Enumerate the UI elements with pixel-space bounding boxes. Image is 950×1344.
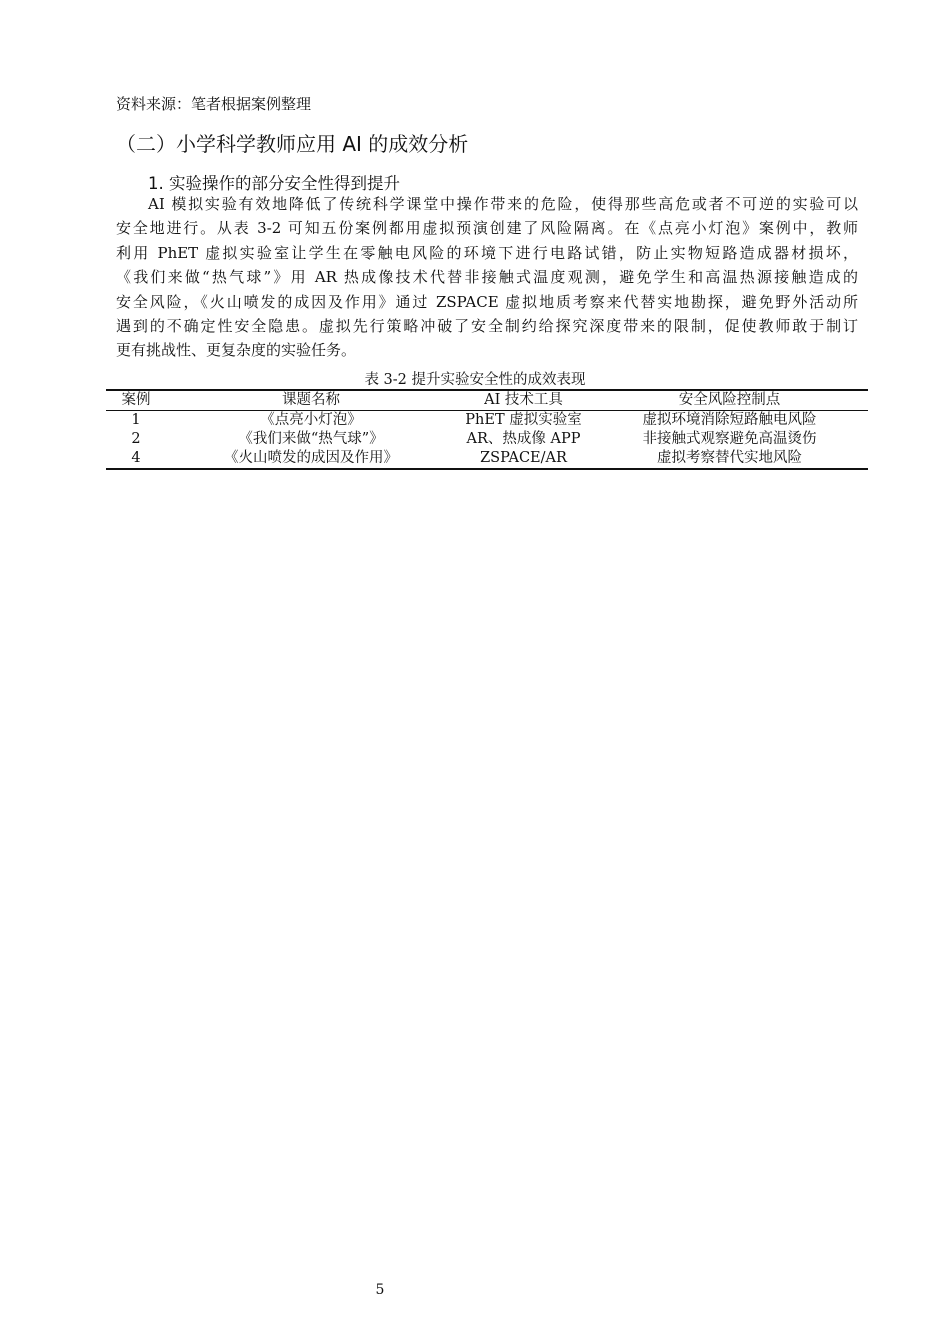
- paragraph-line: 安全地进行。从表 3-2 可知五份案例都用虚拟预演创建了风险隔离。在《点亮小灯泡》案例中，教师: [116, 219, 858, 238]
- source-note: 资料来源：笔者根据案例整理: [116, 95, 312, 113]
- header-risk-control: 安全风险控制点: [678, 392, 781, 408]
- page-number: 5: [375, 1282, 385, 1298]
- cell-case: 2: [131, 431, 141, 447]
- table-caption: 表 3-2 提升实验安全性的成效表现: [364, 372, 586, 388]
- paragraph-line: AI 模拟实验有效地降低了传统科学课堂中操作带来的危险，使得那些高危或者不可逆的实验可以: [148, 195, 858, 213]
- section-heading: （二）小学科学教师应用 AI 的成效分析: [116, 132, 469, 156]
- table-header-row: [106, 390, 868, 411]
- header-ai-tool: AI 技术工具: [484, 392, 563, 408]
- paragraph-line: 更有挑战性、更复杂度的实验任务。: [116, 341, 357, 360]
- cell-ai-tool: ZSPACE/AR: [480, 450, 567, 466]
- cell-topic: 《点亮小灯泡》: [260, 412, 362, 428]
- cell-ai-tool: PhET 虚拟实验室: [465, 412, 582, 428]
- cell-case: 1: [131, 412, 141, 428]
- table-row: [106, 430, 868, 449]
- table-row: [106, 449, 868, 469]
- body-paragraph: [116, 192, 858, 363]
- subsection-heading: 1. 实验操作的部分安全性得到提升: [148, 174, 400, 193]
- paragraph-line: 利用 PhET 虚拟实验室让学生在零触电风险的环境下进行电路试错，防止实物短路造成器材损坏，: [116, 243, 858, 262]
- cell-risk-control: 虚拟考察替代实地风险: [657, 450, 802, 466]
- cell-risk-control: 非接触式观察避免高温烫伤: [642, 431, 817, 447]
- cell-topic: 《火山喷发的成因及作用》: [224, 450, 398, 466]
- cell-case: 4: [131, 450, 141, 466]
- paragraph-line: 安全风险，《火山喷发的成因及作用》通过 ZSPACE 虚拟地质考察来代替实地勘探，避免野外活动所: [116, 292, 858, 311]
- cell-topic: 《我们来做“热气球”》: [238, 431, 384, 447]
- paragraph-line: 遇到的不确定性安全隐患。虚拟先行策略冲破了安全制约给探究深度带来的限制，促使教师敢于制订: [116, 316, 858, 335]
- cell-ai-tool: AR、热成像 APP: [466, 431, 581, 447]
- header-topic: 课题名称: [282, 392, 340, 408]
- paragraph-line: 《我们来做“热气球”》用 AR 热成像技术代替非接触式温度观测，避免学生和高温热源接触造成的: [116, 268, 858, 287]
- header-case: 案例: [121, 392, 151, 408]
- cell-risk-control: 虚拟环境消除短路触电风险: [642, 412, 817, 428]
- table-row: [106, 411, 868, 431]
- safety-table: [106, 389, 868, 470]
